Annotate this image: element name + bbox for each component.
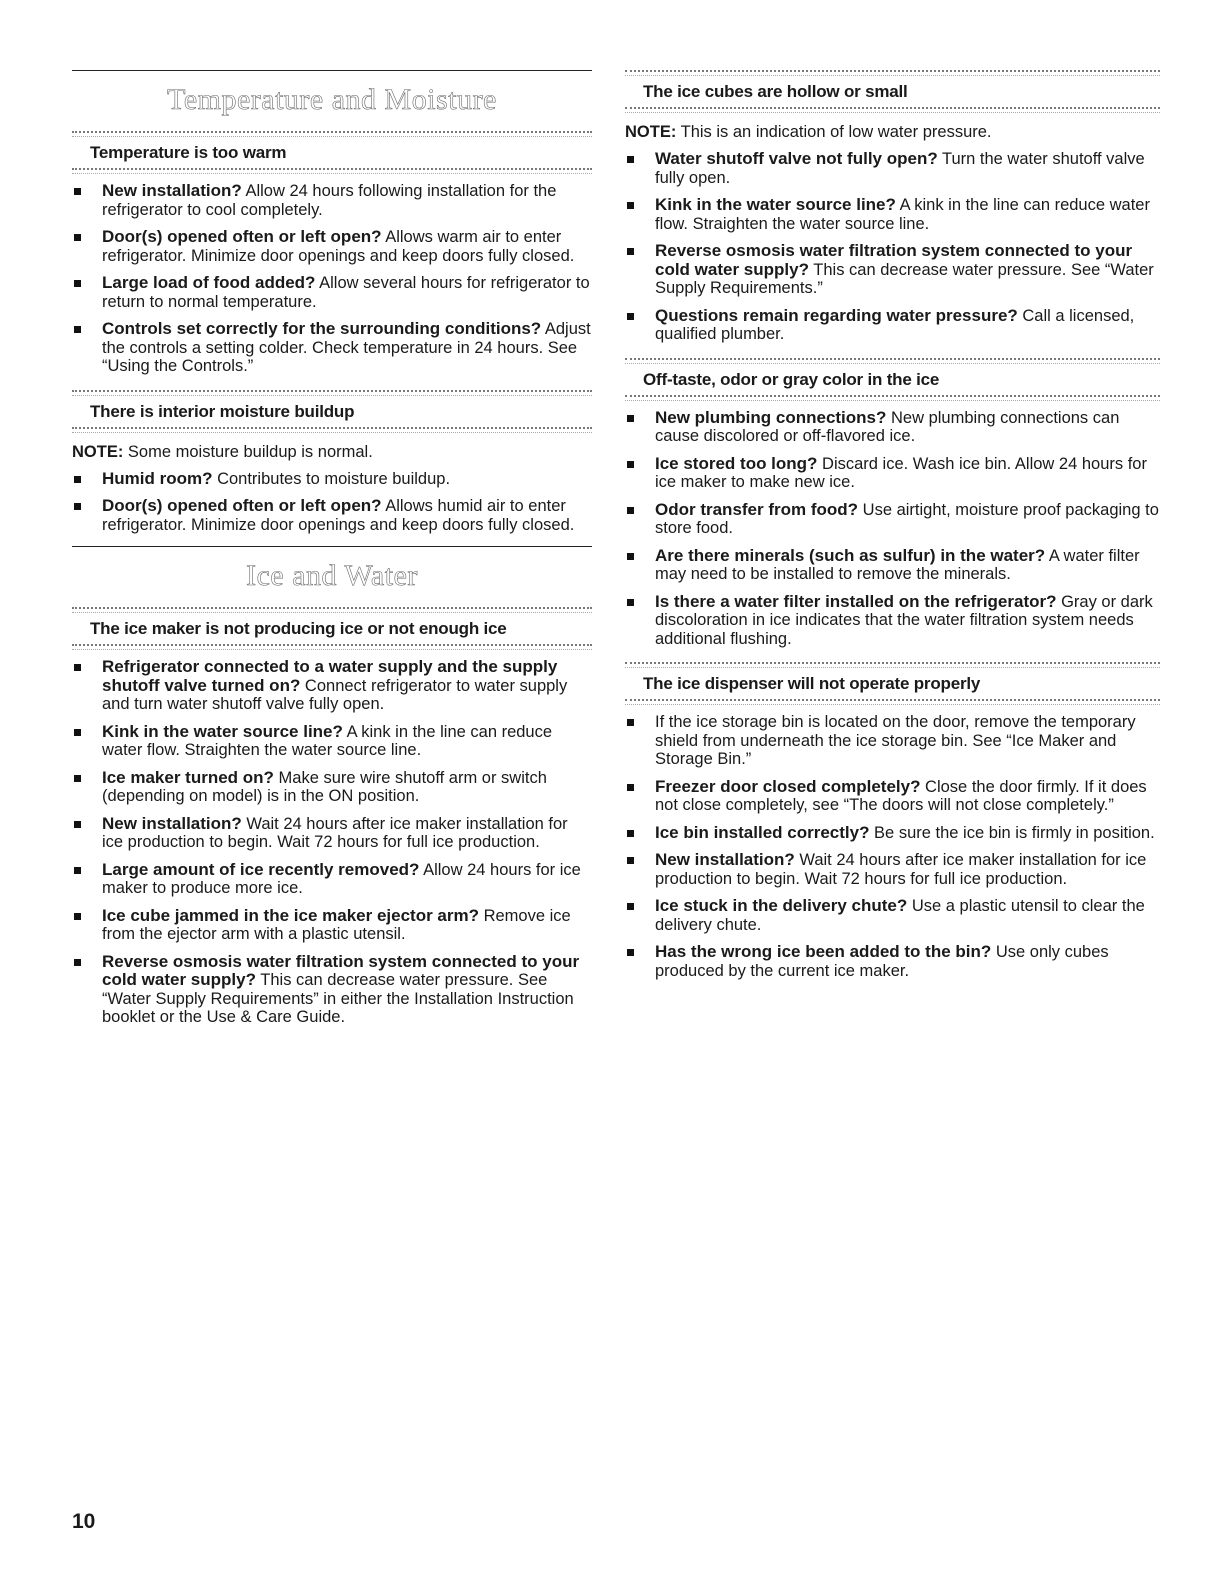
- right-column: [625, 70, 1160, 989]
- item-text: Call a licensed, qualified plumber.: [655, 306, 1135, 343]
- list-hollow-cubes: [625, 150, 1160, 344]
- square-bullet-icon: [627, 507, 634, 514]
- item-text: Remove ice from the ejector arm with a plastic utensil.: [102, 906, 571, 943]
- item-question: New plumbing connections?: [655, 407, 887, 427]
- item-question: Are there minerals (such as sulfur) in the water?: [655, 545, 1046, 565]
- square-bullet-icon: [74, 729, 81, 736]
- list-item: [625, 943, 1160, 980]
- item-text: If the ice storage bin is located on the door, remove the temporary shield from underneath the ice storage bin. See “Ice Maker and Storage Bin.”: [655, 713, 1136, 768]
- list-item: [72, 470, 592, 489]
- note-label: NOTE:: [72, 442, 124, 461]
- item-question: Humid room?: [102, 468, 213, 488]
- list-item: [72, 861, 592, 898]
- square-bullet-icon: [627, 415, 634, 422]
- item-question: Ice stuck in the delivery chute?: [655, 896, 908, 915]
- section-rule: [72, 546, 592, 547]
- section-title-temperature-moisture: Temperature and Moisture: [167, 83, 497, 116]
- note-label: NOTE:: [625, 123, 677, 141]
- list-item: [625, 501, 1160, 538]
- dotted-rule: [72, 644, 592, 650]
- note-text: This is an indication of low water pressure.: [676, 123, 992, 141]
- item-question: Door(s) opened often or left open?: [102, 496, 382, 515]
- item-question: Kink in the water source line?: [102, 721, 343, 741]
- item-text: Be sure the ice bin is firmly in position.: [869, 823, 1155, 842]
- list-item: [625, 778, 1160, 815]
- section-title-ice-and-water: Ice and Water: [246, 559, 418, 592]
- subheading-ice-maker-not-producing: The ice maker is not producing ice or not enough ice: [90, 619, 507, 638]
- list-item: [72, 228, 592, 265]
- square-bullet-icon: [627, 156, 634, 163]
- list-item: [625, 593, 1160, 649]
- item-question: Freezer door closed completely?: [655, 776, 921, 796]
- square-bullet-icon: [74, 280, 81, 287]
- subheading-hollow-cubes: The ice cubes are hollow or small: [643, 82, 908, 101]
- list-item: [72, 658, 592, 714]
- item-question: Odor transfer from food?: [655, 499, 859, 519]
- square-bullet-icon: [74, 476, 81, 483]
- square-bullet-icon: [627, 949, 634, 956]
- square-bullet-icon: [627, 461, 634, 468]
- dotted-rule: [625, 699, 1160, 705]
- list-ice-maker-not-producing: [72, 658, 592, 1027]
- item-question: Ice cube jammed in the ice maker ejector arm?: [102, 905, 479, 925]
- square-bullet-icon: [74, 867, 81, 874]
- item-text: This can decrease water pressure. See “Water Supply Requirements.”: [655, 260, 1154, 297]
- subheading-interior-moisture: There is interior moisture buildup: [90, 401, 355, 421]
- item-question: Kink in the water source line?: [655, 195, 896, 214]
- item-question: Water shutoff valve not fully open?: [655, 149, 938, 168]
- dotted-rule: [625, 107, 1160, 113]
- item-question: Questions remain regarding water pressure?: [655, 305, 1018, 325]
- square-bullet-icon: [74, 188, 81, 195]
- dotted-rule: [72, 168, 592, 174]
- list-item: [625, 242, 1160, 298]
- item-text: New plumbing connections can cause discolored or off-flavored ice.: [655, 408, 1120, 445]
- page-number: 10: [72, 1510, 96, 1533]
- list-item: [625, 455, 1160, 492]
- square-bullet-icon: [627, 719, 634, 726]
- square-bullet-icon: [627, 202, 634, 209]
- item-text: Allow 24 hours for ice maker to produce more ice.: [102, 860, 581, 897]
- list-item: [625, 307, 1160, 344]
- item-question: New installation?: [102, 813, 242, 833]
- subheading-dispenser-not-operating: The ice dispenser will not operate properly: [643, 674, 981, 693]
- dotted-rule: [72, 427, 592, 433]
- item-question: Has the wrong ice been added to the bin?: [655, 942, 992, 961]
- left-column: [72, 70, 592, 1036]
- subheading-temperature-too-warm: Temperature is too warm: [90, 143, 287, 162]
- square-bullet-icon: [627, 857, 634, 864]
- square-bullet-icon: [627, 313, 634, 320]
- square-bullet-icon: [74, 234, 81, 241]
- item-text: Allow several hours for refrigerator to return to normal temperature.: [102, 274, 590, 311]
- item-text: A water filter may need to be installed to remove the minerals.: [655, 546, 1140, 583]
- square-bullet-icon: [74, 821, 81, 828]
- item-question: Large load of food added?: [102, 273, 316, 292]
- item-text: Allows warm air to enter refrigerator. Minimize door openings and keep doors fully closed.: [102, 228, 575, 265]
- item-text: Use a plastic utensil to clear the delivery chute.: [655, 897, 1145, 934]
- item-text: Use airtight, moisture proof packaging to store food.: [655, 500, 1159, 537]
- list-item: [72, 723, 592, 760]
- item-question: Is there a water filter installed on the refrigerator?: [655, 591, 1057, 611]
- list-item: [72, 953, 592, 1027]
- list-item: [625, 824, 1160, 843]
- square-bullet-icon: [74, 503, 81, 510]
- square-bullet-icon: [74, 913, 81, 920]
- square-bullet-icon: [74, 326, 81, 333]
- item-text: Wait 24 hours after ice maker installation for ice production to begin. Wait 72 hours for full ice production.: [102, 814, 568, 851]
- note-text: Some moisture buildup is normal.: [123, 442, 373, 461]
- list-item: [72, 320, 592, 376]
- item-text: Connect refrigerator to water supply and turn water shutoff valve fully open.: [102, 676, 568, 713]
- list-item: [625, 851, 1160, 888]
- subheading-off-taste: Off-taste, odor or gray color in the ice: [643, 369, 940, 389]
- square-bullet-icon: [74, 775, 81, 782]
- item-question: New installation?: [655, 850, 795, 869]
- dotted-rule: [625, 395, 1160, 401]
- item-question: Reverse osmosis water filtration system connected to your cold water supply?: [102, 951, 580, 989]
- list-item: [72, 907, 592, 944]
- list-item: [625, 196, 1160, 233]
- item-text: This can decrease water pressure. See “Water Supply Requirements” in either the Installation Instruction booklet or the Use & Care Guide.: [102, 971, 574, 1026]
- item-question: Ice maker turned on?: [102, 767, 274, 787]
- item-text: Make sure wire shutoff arm or switch (depending on model) is in the ON position.: [102, 768, 547, 805]
- note-moisture: [72, 443, 592, 462]
- item-text: Use only cubes produced by the current ice maker.: [655, 943, 1109, 980]
- item-question: Reverse osmosis water filtration system connected to your cold water supply?: [655, 241, 1133, 279]
- item-question: Ice stored too long?: [655, 453, 818, 473]
- item-question: New installation?: [102, 181, 242, 200]
- list-off-taste: [625, 409, 1160, 649]
- square-bullet-icon: [627, 903, 634, 910]
- item-question: Ice bin installed correctly?: [655, 822, 870, 842]
- list-item: [625, 547, 1160, 584]
- square-bullet-icon: [627, 248, 634, 255]
- item-question: Refrigerator connected to a water supply and the supply shutoff valve turned on?: [102, 657, 558, 695]
- list-item: [625, 713, 1160, 769]
- item-text: A kink in the line can reduce water flow. Straighten the water source line.: [102, 722, 553, 759]
- square-bullet-icon: [627, 830, 634, 837]
- item-question: Door(s) opened often or left open?: [102, 227, 382, 246]
- list-interior-moisture: [72, 470, 592, 535]
- item-text: Close the door firmly. If it does not close completely, see “The doors will not close completely.”: [655, 777, 1147, 814]
- item-question: Controls set correctly for the surrounding conditions?: [102, 319, 542, 338]
- item-text: Allows humid air to enter refrigerator. Minimize door openings and keep doors fully closed.: [102, 497, 575, 534]
- list-item: [625, 409, 1160, 446]
- item-text: Allow 24 hours following installation for the refrigerator to cool completely.: [102, 182, 557, 219]
- note-water-pressure: [625, 123, 1160, 142]
- list-temperature-too-warm: [72, 182, 592, 376]
- item-text: Discard ice. Wash ice bin. Allow 24 hours for ice maker to make new ice.: [655, 454, 1147, 491]
- item-text: Contributes to moisture buildup.: [212, 469, 451, 488]
- square-bullet-icon: [627, 784, 634, 791]
- square-bullet-icon: [74, 664, 81, 671]
- item-text: Adjust the controls a setting colder. Check temperature in 24 hours. See “Using the Controls.”: [102, 320, 591, 375]
- list-item: [625, 897, 1160, 934]
- item-text: Gray or dark discoloration in ice indicates that the water filtration system needs additional flushing.: [655, 592, 1153, 648]
- list-item: [72, 769, 592, 806]
- square-bullet-icon: [627, 599, 634, 606]
- section-rule: [72, 70, 592, 71]
- item-text: Turn the water shutoff valve fully open.: [655, 150, 1145, 187]
- list-item: [72, 815, 592, 852]
- item-text: A kink in the line can reduce water flow. Straighten the water source line.: [655, 196, 1150, 233]
- square-bullet-icon: [627, 553, 634, 560]
- list-item: [72, 497, 592, 534]
- list-item: [72, 274, 592, 311]
- list-dispenser-not-operating: [625, 713, 1160, 980]
- list-item: [625, 150, 1160, 187]
- item-question: Large amount of ice recently removed?: [102, 859, 420, 879]
- list-item: [72, 182, 592, 219]
- item-text: Wait 24 hours after ice maker installation for ice production to begin. Wait 72 hours for full ice production.: [655, 851, 1147, 888]
- square-bullet-icon: [74, 959, 81, 966]
